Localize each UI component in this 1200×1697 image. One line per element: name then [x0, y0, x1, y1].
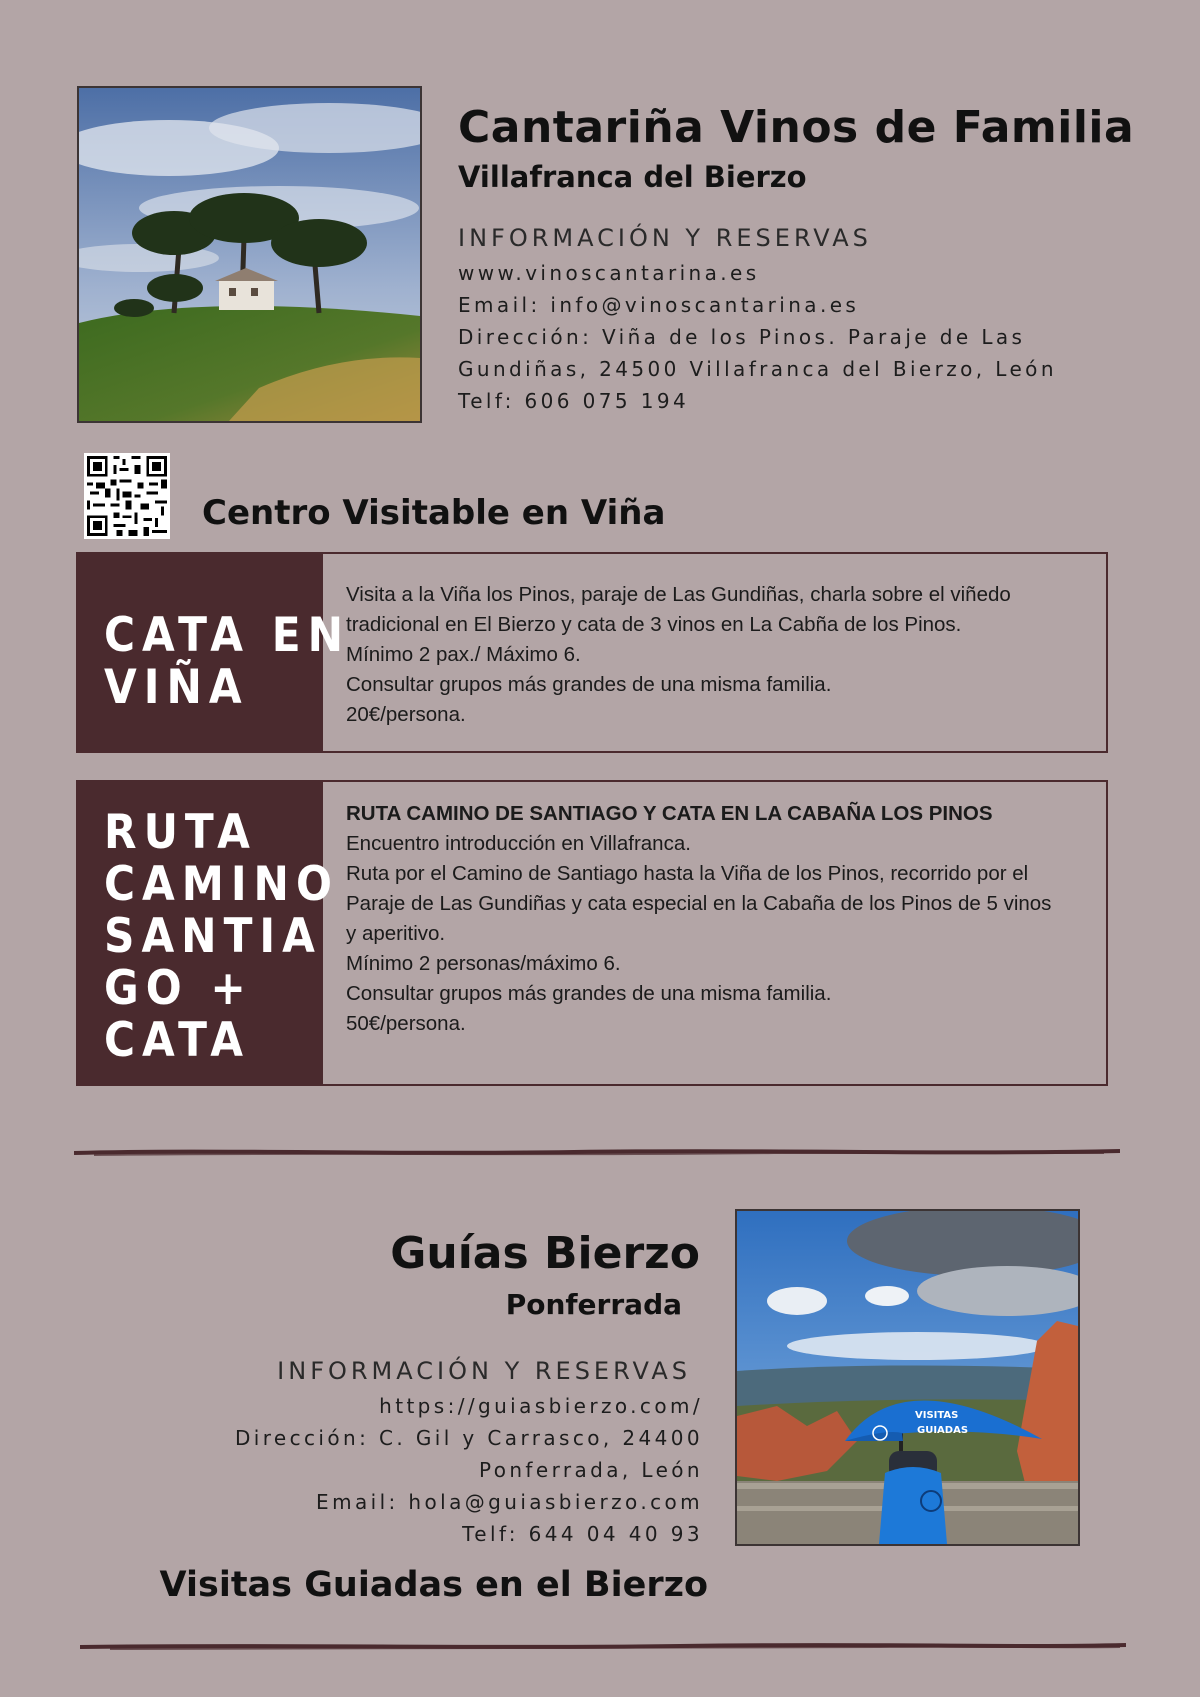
- guides-contact: [235, 1390, 703, 1550]
- offer-cata-line: tradicional en El Bierzo y cata de 3 vinos en La Cabña de los Pinos.: [346, 613, 962, 636]
- umbrella-text-guiadas: GUIADAS: [917, 1425, 969, 1436]
- offer-cata-label-line2: VIÑA: [104, 660, 249, 715]
- offer-ruta-label-line3: SANTIA: [104, 909, 322, 964]
- guides-address-line1: Dirección: C. Gil y Carrasco, 24400: [234, 1426, 703, 1450]
- winery-email[interactable]: Email: info@vinoscantarina.es: [458, 293, 860, 317]
- offer-ruta-label-line1: RUTA: [104, 805, 257, 860]
- brush-divider: [74, 1146, 1120, 1160]
- offer-ruta-line: Ruta por el Camino de Santiago hasta la Viña de los Pinos, recorrido por el: [346, 862, 1029, 885]
- offer-ruta-description: [346, 799, 1101, 1039]
- offer-ruta-line: Paraje de Las Gundiñas y cata especial en la Cabaña de los Pinos de 5 vinos: [346, 892, 1052, 915]
- offer-cata-line: Visita a la Viña los Pinos, paraje de Las Gundiñas, charla sobre el viñedo: [346, 583, 1011, 606]
- brush-divider: [80, 1640, 1126, 1654]
- qr-code[interactable]: [84, 453, 170, 539]
- winery-address-line1: Dirección: Viña de los Pinos. Paraje de Las: [458, 325, 1026, 349]
- offer-ruta-heading: RUTA CAMINO DE SANTIAGO Y CATA EN LA CABAÑA LOS PINOS: [346, 802, 993, 825]
- offer-ruta-line: y aperitivo.: [346, 922, 446, 945]
- guides-photo: [735, 1209, 1080, 1546]
- offer-cata-label: [76, 552, 351, 752]
- winery-info-heading: INFORMACIÓN Y RESERVAS: [458, 224, 872, 252]
- guides-name: Guías Bierzo: [390, 1228, 700, 1279]
- offer-ruta-label: [76, 780, 339, 1085]
- guides-phone[interactable]: Telf: 644 04 40 93: [462, 1522, 703, 1546]
- offer-cata-description: [346, 580, 1096, 730]
- winery-contact: [458, 257, 1057, 417]
- offer-cata-label-line1: CATA EN: [104, 608, 351, 663]
- offer-ruta-price: 50€/persona.: [346, 1012, 466, 1035]
- offer-ruta-line: Mínimo 2 personas/máximo 6.: [346, 952, 621, 975]
- winery-name: Cantariña Vinos de Familia: [458, 102, 1135, 153]
- offer-ruta-label-line2: CAMINO: [104, 857, 339, 912]
- offer-cata-price: 20€/persona.: [346, 703, 466, 726]
- guides-info-heading: INFORMACIÓN Y RESERVAS: [277, 1357, 691, 1385]
- guides-website-link[interactable]: https://guiasbierzo.com/: [379, 1394, 703, 1418]
- guides-town: Ponferrada: [505, 1288, 682, 1321]
- guides-footer-title: Visitas Guiadas en el Bierzo: [159, 1565, 708, 1605]
- umbrella-text-visitas: VISITAS: [915, 1410, 959, 1421]
- winery-website-link[interactable]: www.vinoscantarina.es: [458, 261, 760, 285]
- offer-ruta-label-line4: GO +: [104, 961, 253, 1016]
- offer-ruta-label-line5: CATA: [104, 1013, 251, 1068]
- winery-town: Villafranca del Bierzo: [458, 160, 807, 194]
- section-title-centro: Centro Visitable en Viña: [202, 493, 666, 533]
- offer-ruta-line: Encuentro introducción en Villafranca.: [346, 832, 691, 855]
- winery-address-line2: Gundiñas, 24500 Villafranca del Bierzo, León: [458, 357, 1057, 381]
- winery-phone[interactable]: Telf: 606 075 194: [458, 389, 690, 413]
- vineyard-photo: [77, 86, 422, 423]
- offer-cata-line: Consultar grupos más grandes de una misma familia.: [346, 673, 832, 696]
- guides-address-line2: Ponferrada, León: [478, 1458, 703, 1482]
- offer-cata-line: Mínimo 2 pax./ Máximo 6.: [346, 643, 581, 666]
- offer-ruta-line: Consultar grupos más grandes de una misma familia.: [346, 982, 832, 1005]
- guides-email[interactable]: Email: hola@guiasbierzo.com: [316, 1490, 703, 1514]
